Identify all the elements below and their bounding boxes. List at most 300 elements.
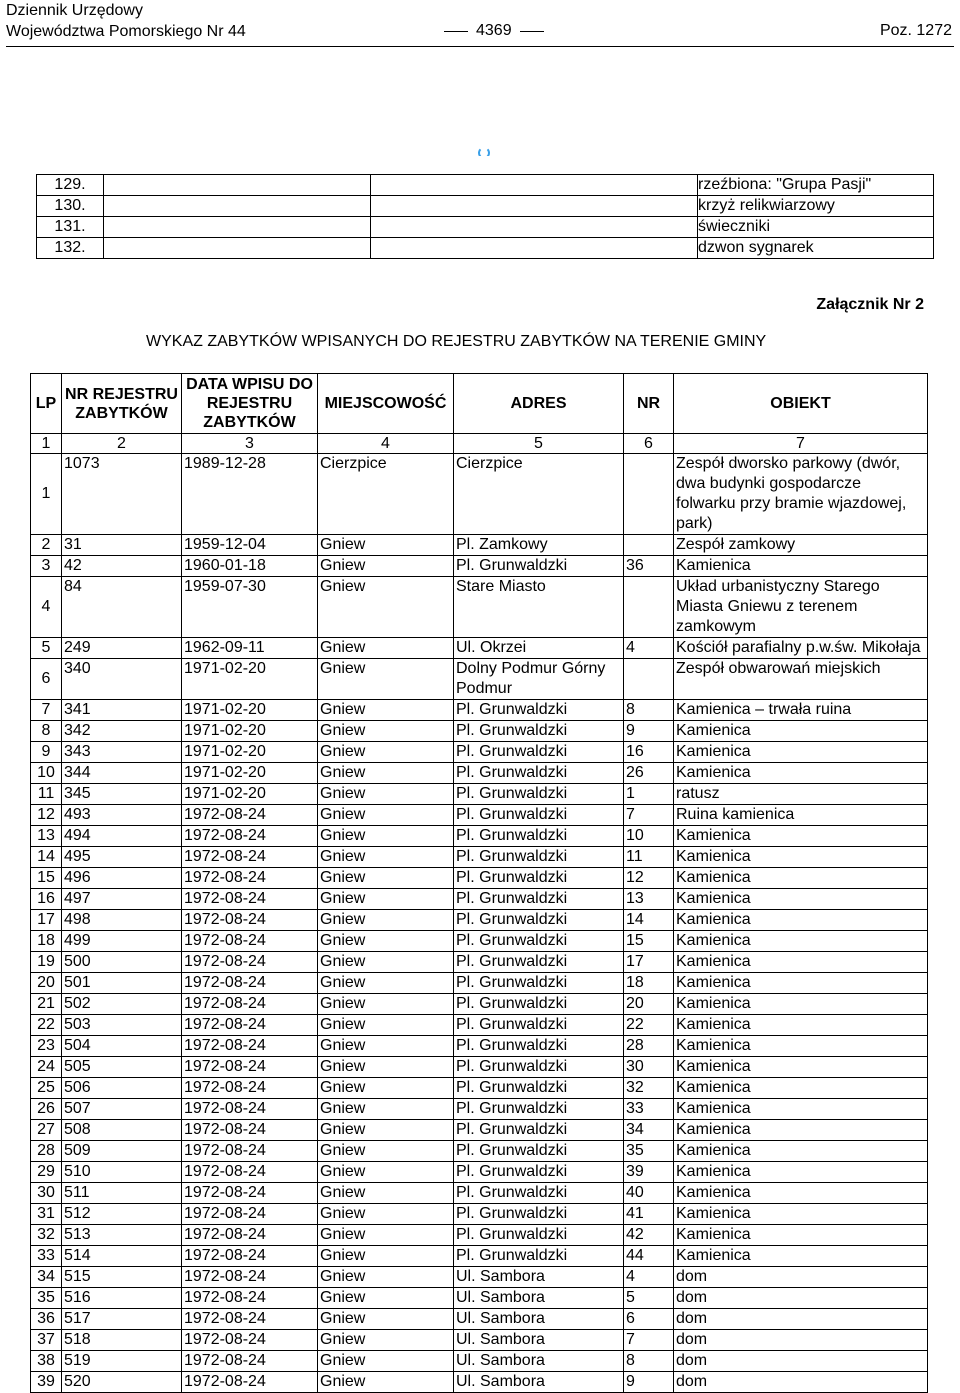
cell-nr: 30 <box>624 1057 674 1078</box>
cell-place: Gniew <box>318 1288 454 1309</box>
table-row <box>31 638 928 659</box>
cell-reg: 518 <box>62 1330 182 1351</box>
cell-obj: dom <box>674 1309 928 1330</box>
cell-reg: 498 <box>62 910 182 931</box>
cell-reg: 511 <box>62 1183 182 1204</box>
cell-reg: 499 <box>62 931 182 952</box>
cell-obj: Kamienica <box>674 763 928 784</box>
journal-title-line1: Dziennik Urzędowy <box>6 2 143 19</box>
table-row <box>31 1288 928 1309</box>
cell-lp: 13 <box>31 826 62 847</box>
journal-title <box>6 0 246 42</box>
cell-lp: 28 <box>31 1141 62 1162</box>
cell-lp: 24 <box>31 1057 62 1078</box>
cell-obj: Kamienica <box>674 889 928 910</box>
cell-nr: 14 <box>624 910 674 931</box>
cell-addr: Pl. Grunwaldzki <box>454 1183 624 1204</box>
cell-addr: Pl. Grunwaldzki <box>454 952 624 973</box>
cell-obj: dom <box>674 1372 928 1393</box>
cell-obj: Kamienica <box>674 1183 928 1204</box>
dash-left <box>444 31 468 32</box>
cell-nr: 34 <box>624 1120 674 1141</box>
table-row <box>31 952 928 973</box>
cell-addr: Pl. Grunwaldzki <box>454 868 624 889</box>
cell-obj: Zespół dworsko parkowy (dwór, dwa budynki gospodarcze folwarku przy bramie wjazdowej, park) <box>674 454 928 535</box>
cell-addr: Pl. Grunwaldzki <box>454 847 624 868</box>
document-title: WYKAZ ZABYTKÓW WPISANYCH DO REJESTRU ZABYTKÓW NA TERENIE GMINY <box>146 333 767 350</box>
cell-place: Gniew <box>318 1183 454 1204</box>
cell-reg: 249 <box>62 638 182 659</box>
cell-place: Gniew <box>318 1015 454 1036</box>
cell-reg: 84 <box>62 577 182 638</box>
dash-right <box>520 31 544 32</box>
cell-date: 1971-02-20 <box>182 784 318 805</box>
cell-nr: 9 <box>624 1372 674 1393</box>
cell-obj: Kamienica <box>674 1204 928 1225</box>
cell-obiekt: dzwon sygnarek <box>698 238 934 259</box>
cell-nr: 5 <box>624 1288 674 1309</box>
cell-addr: Pl. Grunwaldzki <box>454 994 624 1015</box>
cell-obj: Układ urbanistyczny Starego Miasta Gniewu z terenem zamkowym <box>674 577 928 638</box>
cell-date: 1959-12-04 <box>182 535 318 556</box>
cell-reg: 513 <box>62 1225 182 1246</box>
cell-nr: 7 <box>624 805 674 826</box>
table-row <box>31 1015 928 1036</box>
cell-addr: Ul. Sambora <box>454 1267 624 1288</box>
table-row <box>31 1351 928 1372</box>
cell-date: 1972-08-24 <box>182 1225 318 1246</box>
cell-date: 1972-08-24 <box>182 973 318 994</box>
cell-obj: Kamienica <box>674 721 928 742</box>
cell-place: Gniew <box>318 952 454 973</box>
cell-addr: Pl. Grunwaldzki <box>454 1246 624 1267</box>
cell-date: 1972-08-24 <box>182 847 318 868</box>
cell-obj: dom <box>674 1330 928 1351</box>
cell-obj: Kamienica <box>674 1162 928 1183</box>
cell-reg: 509 <box>62 1141 182 1162</box>
table-row <box>31 763 928 784</box>
cell-date: 1972-08-24 <box>182 1078 318 1099</box>
cell-place: Gniew <box>318 847 454 868</box>
cell-reg: 510 <box>62 1162 182 1183</box>
cell-place: Gniew <box>318 1120 454 1141</box>
cell-obj: Kamienica <box>674 1036 928 1057</box>
cell-lp: 4 <box>31 577 62 638</box>
cell-lp: 30 <box>31 1183 62 1204</box>
colnum-5: 5 <box>454 434 624 454</box>
cell-c <box>371 217 698 238</box>
cell-lp: 14 <box>31 847 62 868</box>
header-lp: LP <box>31 374 62 434</box>
cell-reg: 341 <box>62 700 182 721</box>
cell-lp: 132. <box>37 238 104 259</box>
cell-nr: 6 <box>624 1309 674 1330</box>
cell-nr: 36 <box>624 556 674 577</box>
cell-b <box>104 196 371 217</box>
cell-nr: 42 <box>624 1225 674 1246</box>
cell-addr: Pl. Grunwaldzki <box>454 805 624 826</box>
cell-reg: 345 <box>62 784 182 805</box>
cell-lp: 39 <box>31 1372 62 1393</box>
cell-reg: 514 <box>62 1246 182 1267</box>
cell-date: 1972-08-24 <box>182 1288 318 1309</box>
cell-nr: 12 <box>624 868 674 889</box>
cell-place: Gniew <box>318 1036 454 1057</box>
cell-nr: 1 <box>624 784 674 805</box>
table-row <box>31 1246 928 1267</box>
cell-date: 1989-12-28 <box>182 454 318 535</box>
cell-place: Gniew <box>318 721 454 742</box>
cell-place: Gniew <box>318 659 454 700</box>
cell-addr: Pl. Grunwaldzki <box>454 1015 624 1036</box>
cell-nr: 8 <box>624 1351 674 1372</box>
cell-place: Gniew <box>318 1225 454 1246</box>
cell-obj: Kamienica <box>674 1141 928 1162</box>
table-row <box>31 535 928 556</box>
cell-date: 1972-08-24 <box>182 910 318 931</box>
cell-place: Gniew <box>318 1351 454 1372</box>
cell-lp: 11 <box>31 784 62 805</box>
cell-addr: Pl. Grunwaldzki <box>454 700 624 721</box>
cell-place: Gniew <box>318 556 454 577</box>
cell-obj: ratusz <box>674 784 928 805</box>
header-divider <box>6 46 954 47</box>
table-row <box>31 1120 928 1141</box>
cell-place: Gniew <box>318 826 454 847</box>
header-nr-rejestru: NR REJESTRU ZABYTKÓW <box>62 374 182 434</box>
cell-reg: 31 <box>62 535 182 556</box>
cell-nr: 8 <box>624 700 674 721</box>
page-number: 4369 <box>476 22 512 39</box>
cell-reg: 42 <box>62 556 182 577</box>
header-nr: NR <box>624 374 674 434</box>
cell-nr: 40 <box>624 1183 674 1204</box>
cell-addr: Ul. Sambora <box>454 1288 624 1309</box>
cell-reg: 495 <box>62 847 182 868</box>
cropped-text-fragment <box>478 146 536 156</box>
cell-obj: Ruina kamienica <box>674 805 928 826</box>
cell-addr: Pl. Grunwaldzki <box>454 1120 624 1141</box>
cell-nr: 15 <box>624 931 674 952</box>
cell-b <box>104 238 371 259</box>
header-row <box>31 374 928 434</box>
cell-nr: 18 <box>624 973 674 994</box>
cell-obj: Kamienica <box>674 931 928 952</box>
previous-list-table <box>36 174 934 259</box>
cell-addr: Ul. Sambora <box>454 1330 624 1351</box>
table-row <box>31 721 928 742</box>
cell-reg: 501 <box>62 973 182 994</box>
cell-nr: 32 <box>624 1078 674 1099</box>
cell-lp: 6 <box>31 659 62 700</box>
cell-lp: 20 <box>31 973 62 994</box>
cell-addr: Pl. Grunwaldzki <box>454 1099 624 1120</box>
position-number: Poz. 1272 <box>879 22 952 39</box>
cell-date: 1972-08-24 <box>182 1141 318 1162</box>
cell-addr: Ul. Sambora <box>454 1351 624 1372</box>
cell-nr: 17 <box>624 952 674 973</box>
cell-date: 1972-08-24 <box>182 1351 318 1372</box>
cell-nr: 9 <box>624 721 674 742</box>
cell-nr: 4 <box>624 1267 674 1288</box>
cell-lp: 2 <box>31 535 62 556</box>
cell-reg: 520 <box>62 1372 182 1393</box>
cell-lp: 29 <box>31 1162 62 1183</box>
cell-place: Gniew <box>318 805 454 826</box>
cell-lp: 15 <box>31 868 62 889</box>
cell-place: Gniew <box>318 535 454 556</box>
cell-nr: 11 <box>624 847 674 868</box>
cell-place: Cierzpice <box>318 454 454 535</box>
column-number-row <box>31 434 928 454</box>
cell-obj: dom <box>674 1288 928 1309</box>
cell-place: Gniew <box>318 1330 454 1351</box>
cell-place: Gniew <box>318 742 454 763</box>
cell-obj: Zespół zamkowy <box>674 535 928 556</box>
cell-nr <box>624 535 674 556</box>
table-row <box>31 577 928 638</box>
cell-b <box>104 175 371 196</box>
cell-date: 1972-08-24 <box>182 1057 318 1078</box>
cell-date: 1972-08-24 <box>182 1372 318 1393</box>
cell-b <box>104 217 371 238</box>
cell-lp: 31 <box>31 1204 62 1225</box>
cell-place: Gniew <box>318 889 454 910</box>
cell-obj: Kamienica <box>674 910 928 931</box>
cell-place: Gniew <box>318 1267 454 1288</box>
table-row <box>31 700 928 721</box>
cell-obj: Kamienica <box>674 1120 928 1141</box>
cell-date: 1971-02-20 <box>182 700 318 721</box>
page-number-block <box>436 22 552 40</box>
cell-lp: 131. <box>37 217 104 238</box>
cell-addr: Pl. Grunwaldzki <box>454 556 624 577</box>
cell-reg: 493 <box>62 805 182 826</box>
header-obiekt: OBIEKT <box>674 374 928 434</box>
cell-place: Gniew <box>318 577 454 638</box>
cell-addr: Pl. Grunwaldzki <box>454 1057 624 1078</box>
cell-obj: Kamienica <box>674 973 928 994</box>
cell-lp: 37 <box>31 1330 62 1351</box>
cell-addr: Cierzpice <box>454 454 624 535</box>
cell-addr: Pl. Grunwaldzki <box>454 1078 624 1099</box>
cell-place: Gniew <box>318 994 454 1015</box>
cell-obj: Kamienica <box>674 1246 928 1267</box>
cell-c <box>371 175 698 196</box>
cell-lp: 35 <box>31 1288 62 1309</box>
cell-date: 1959-07-30 <box>182 577 318 638</box>
cell-obj: Kamienica <box>674 1225 928 1246</box>
cell-addr: Pl. Grunwaldzki <box>454 763 624 784</box>
cell-reg: 517 <box>62 1309 182 1330</box>
cell-addr: Pl. Grunwaldzki <box>454 910 624 931</box>
cell-reg: 342 <box>62 721 182 742</box>
colnum-4: 4 <box>318 434 454 454</box>
cell-nr <box>624 454 674 535</box>
cell-obj: Kamienica <box>674 556 928 577</box>
cell-place: Gniew <box>318 1078 454 1099</box>
cell-obj: Kamienica <box>674 1078 928 1099</box>
cell-obiekt: krzyż relikwiarzowy <box>698 196 934 217</box>
cell-reg: 507 <box>62 1099 182 1120</box>
cell-obj: Kamienica <box>674 868 928 889</box>
table-row <box>31 1267 928 1288</box>
cell-lp: 21 <box>31 994 62 1015</box>
cell-date: 1972-08-24 <box>182 868 318 889</box>
table-row <box>31 847 928 868</box>
colnum-1: 1 <box>31 434 62 454</box>
table-row <box>31 1162 928 1183</box>
cell-c <box>371 238 698 259</box>
table-row <box>31 1141 928 1162</box>
cell-date: 1972-08-24 <box>182 1120 318 1141</box>
cell-reg: 516 <box>62 1288 182 1309</box>
cell-obj: Kamienica <box>674 826 928 847</box>
cell-date: 1972-08-24 <box>182 994 318 1015</box>
cell-nr: 28 <box>624 1036 674 1057</box>
cell-place: Gniew <box>318 973 454 994</box>
attachment-label: Załącznik Nr 2 <box>816 296 924 313</box>
cell-date: 1972-08-24 <box>182 1183 318 1204</box>
cell-addr: Dolny Podmur Górny Podmur <box>454 659 624 700</box>
cell-place: Gniew <box>318 638 454 659</box>
cell-obj: dom <box>674 1351 928 1372</box>
cell-nr: 41 <box>624 1204 674 1225</box>
cell-date: 1972-08-24 <box>182 952 318 973</box>
cell-lp: 26 <box>31 1099 62 1120</box>
cell-addr: Pl. Grunwaldzki <box>454 1141 624 1162</box>
cell-date: 1972-08-24 <box>182 1246 318 1267</box>
cell-obj: Kamienica <box>674 1057 928 1078</box>
cell-date: 1960-01-18 <box>182 556 318 577</box>
cell-addr: Pl. Grunwaldzki <box>454 742 624 763</box>
cell-lp: 3 <box>31 556 62 577</box>
table-row <box>31 973 928 994</box>
cell-place: Gniew <box>318 1246 454 1267</box>
cell-nr: 44 <box>624 1246 674 1267</box>
table-row <box>37 217 934 238</box>
cell-nr: 20 <box>624 994 674 1015</box>
cell-lp: 23 <box>31 1036 62 1057</box>
cell-lp: 18 <box>31 931 62 952</box>
table-row <box>31 659 928 700</box>
cell-place: Gniew <box>318 910 454 931</box>
cell-place: Gniew <box>318 1099 454 1120</box>
cell-place: Gniew <box>318 868 454 889</box>
cell-nr: 13 <box>624 889 674 910</box>
cell-date: 1971-02-20 <box>182 721 318 742</box>
cell-place: Gniew <box>318 763 454 784</box>
cell-nr: 16 <box>624 742 674 763</box>
cell-addr: Pl. Grunwaldzki <box>454 1162 624 1183</box>
cell-addr: Pl. Grunwaldzki <box>454 826 624 847</box>
header-miejscowosc: MIEJSCOWOŚĆ <box>318 374 454 434</box>
cell-reg: 494 <box>62 826 182 847</box>
cell-addr: Pl. Grunwaldzki <box>454 1225 624 1246</box>
cell-lp: 9 <box>31 742 62 763</box>
cell-date: 1972-08-24 <box>182 1330 318 1351</box>
cell-obj: Kamienica <box>674 1099 928 1120</box>
table-row <box>31 784 928 805</box>
header-data-wpisu: DATA WPISU DO REJESTRU ZABYTKÓW <box>182 374 318 434</box>
cell-reg: 497 <box>62 889 182 910</box>
cell-nr: 4 <box>624 638 674 659</box>
header-adres: ADRES <box>454 374 624 434</box>
cell-place: Gniew <box>318 784 454 805</box>
cell-lp: 129. <box>37 175 104 196</box>
cell-addr: Stare Miasto <box>454 577 624 638</box>
cell-place: Gniew <box>318 931 454 952</box>
table-row <box>37 238 934 259</box>
table-row <box>31 805 928 826</box>
cell-date: 1962-09-11 <box>182 638 318 659</box>
cell-reg: 512 <box>62 1204 182 1225</box>
cell-reg: 340 <box>62 659 182 700</box>
table-row <box>31 742 928 763</box>
cell-date: 1972-08-24 <box>182 1099 318 1120</box>
cell-reg: 515 <box>62 1267 182 1288</box>
cell-lp: 7 <box>31 700 62 721</box>
cell-nr: 33 <box>624 1099 674 1120</box>
cell-obj: Kamienica <box>674 994 928 1015</box>
cell-addr: Ul. Sambora <box>454 1372 624 1393</box>
cell-reg: 344 <box>62 763 182 784</box>
cell-nr: 10 <box>624 826 674 847</box>
cell-lp: 5 <box>31 638 62 659</box>
cell-nr: 39 <box>624 1162 674 1183</box>
cell-addr: Pl. Grunwaldzki <box>454 889 624 910</box>
cell-place: Gniew <box>318 1057 454 1078</box>
cell-obj: Kamienica – trwała ruina <box>674 700 928 721</box>
table-row <box>31 868 928 889</box>
cell-reg: 1073 <box>62 454 182 535</box>
colnum-6: 6 <box>624 434 674 454</box>
cell-nr <box>624 577 674 638</box>
cell-addr: Pl. Grunwaldzki <box>454 1036 624 1057</box>
cell-addr: Pl. Grunwaldzki <box>454 784 624 805</box>
cell-lp: 16 <box>31 889 62 910</box>
cell-date: 1972-08-24 <box>182 889 318 910</box>
cell-place: Gniew <box>318 1372 454 1393</box>
cell-c <box>371 196 698 217</box>
cell-lp: 32 <box>31 1225 62 1246</box>
cell-lp: 33 <box>31 1246 62 1267</box>
cell-lp: 17 <box>31 910 62 931</box>
table-row <box>31 931 928 952</box>
table-row <box>31 1204 928 1225</box>
cell-date: 1972-08-24 <box>182 1162 318 1183</box>
cell-obiekt: świeczniki <box>698 217 934 238</box>
cell-addr: Pl. Grunwaldzki <box>454 973 624 994</box>
cell-date: 1971-02-20 <box>182 659 318 700</box>
cell-date: 1972-08-24 <box>182 1309 318 1330</box>
table-row <box>31 1057 928 1078</box>
cell-nr: 26 <box>624 763 674 784</box>
cell-obj: dom <box>674 1267 928 1288</box>
cell-obj: Kamienica <box>674 742 928 763</box>
cell-obj: Kamienica <box>674 847 928 868</box>
table-row <box>31 1225 928 1246</box>
table-row <box>31 826 928 847</box>
cell-place: Gniew <box>318 1309 454 1330</box>
cell-obiekt: rzeźbiona: "Grupa Pasji" <box>698 175 934 196</box>
table-row <box>31 889 928 910</box>
table-row <box>31 1183 928 1204</box>
cell-date: 1972-08-24 <box>182 1204 318 1225</box>
cell-date: 1972-08-24 <box>182 826 318 847</box>
cell-nr: 7 <box>624 1330 674 1351</box>
cell-lp: 12 <box>31 805 62 826</box>
